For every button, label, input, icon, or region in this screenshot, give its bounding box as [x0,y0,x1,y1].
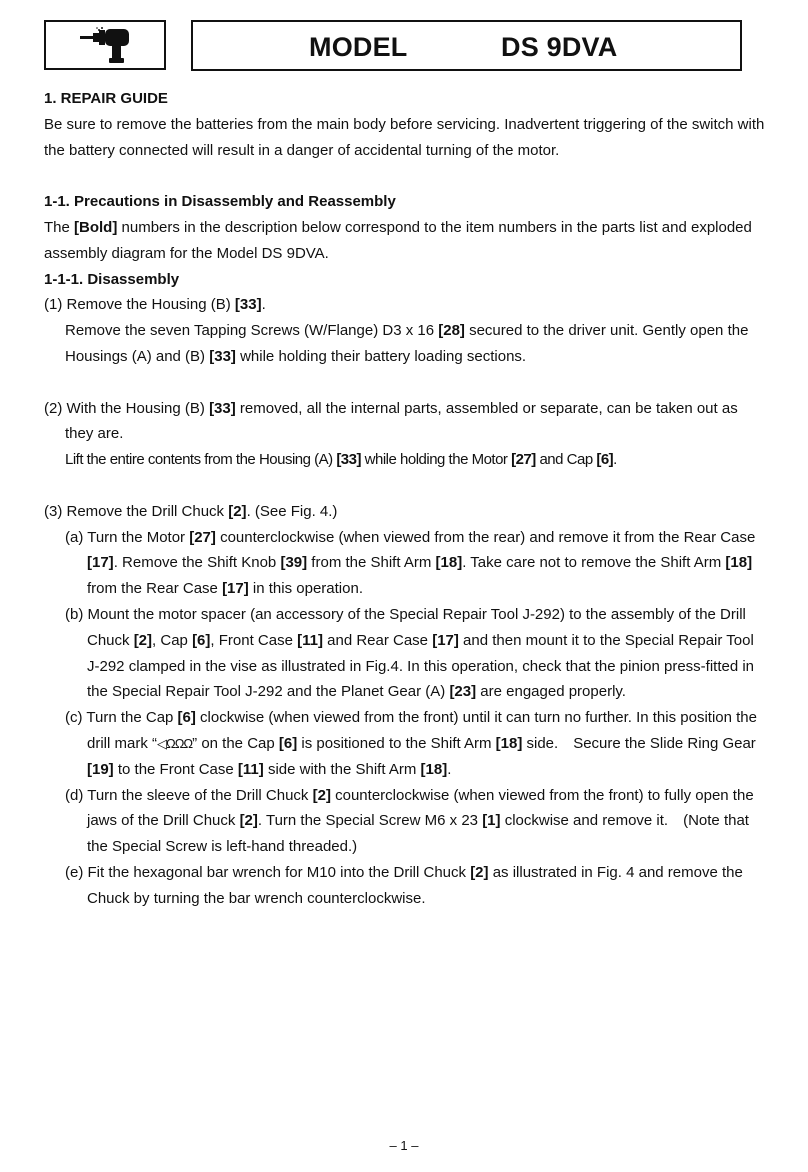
section-intro: Be sure to remove the batteries from the main body before servicing. Inadvertent triggering of the switch with the battery connected will result in a danger of accidental turning of the motor. [44,115,765,159]
step-3e: (e) Fit the hexagonal bar wrench for M10 into the Drill Chuck [2] as illustrated in Fig. 4 and remove the Chuck by turning the bar wrench counterclockwise. [65,863,743,907]
step-2-title: (2) With the Housing (B) [33] removed, all the internal parts, assembled or separate, can be taken out as they are. [44,399,738,443]
model-number: DS 9DVA [501,32,618,62]
precautions-text: The [Bold] numbers in the description below correspond to the item numbers in the parts list and exploded assembly diagram for the Model DS 9DVA. [44,218,752,262]
step-1-detail: Remove the seven Tapping Screws (W/Flange) D3 x 16 [28] secured to the driver unit. Gently open the Housings (A) and (B) [33] while holding their battery loading sections. [65,322,749,365]
drill-mark-icon: ◁ΩΩΩ [157,735,193,751]
step-2-detail: Lift the entire contents from the Housing (A) [33] while holding the Motor [27] and Cap [6]. [65,451,617,469]
logo-box [44,20,166,70]
model-label: MODEL [309,32,408,62]
step-3b: (b) Mount the motor spacer (an accessory of the Special Repair Tool J-292) to the assembly of the Drill Chuck [2], Cap [6], Front Case [11] and Rear Case [17] and then mount it to the Special Repair Tool J-292 clamped in the vise as illustrated in Fig.4. In this operation, check that the pinion press-fitted in the Special Repair Tool J-292 and the Planet Gear (A) [23] are engaged properly. [65,605,755,701]
step-1-title: (1) Remove the Housing (B) [33]. [44,296,266,314]
step-3a: (a) Turn the Motor [27] counterclockwise (when viewed from the rear) and remove it from the Rear Case [17]. Remove the Shift Knob [39] from the Shift Arm [18]. Take care not to remove the Shift Arm [18] from the Rear Case [17] in this operation. [65,528,756,598]
drill-icon [78,25,132,65]
page-number: – 1 – [389,1138,419,1153]
document-body [44,86,769,912]
model-title-box [191,20,742,71]
precautions-heading: 1-1. Precautions in Disassembly and Reassembly [44,193,396,211]
section-heading: 1. REPAIR GUIDE [44,90,168,107]
step-3d: (d) Turn the sleeve of the Drill Chuck [2] counterclockwise (when viewed from the front) to fully open the jaws of the Drill Chuck [2]. Turn the Special Screw M6 x 23 [1] clockwise and remove it. (Note that the Special Screw is left-hand threaded.) [65,786,754,856]
step-3c: (c) Turn the Cap [6] clockwise (when viewed from the front) until it can turn no further. In this position the drill mark “◁ΩΩΩ” on the Cap [6] is positioned to the Shift Arm [18] side. Secure the Slide Ring Gear [19] to the Front Case [11] side with the Shift Arm [18]. [65,709,757,778]
step-3-title: (3) Remove the Drill Chuck [2]. (See Fig. 4.) [44,502,338,520]
disassembly-heading: 1-1-1. Disassembly [44,270,180,288]
